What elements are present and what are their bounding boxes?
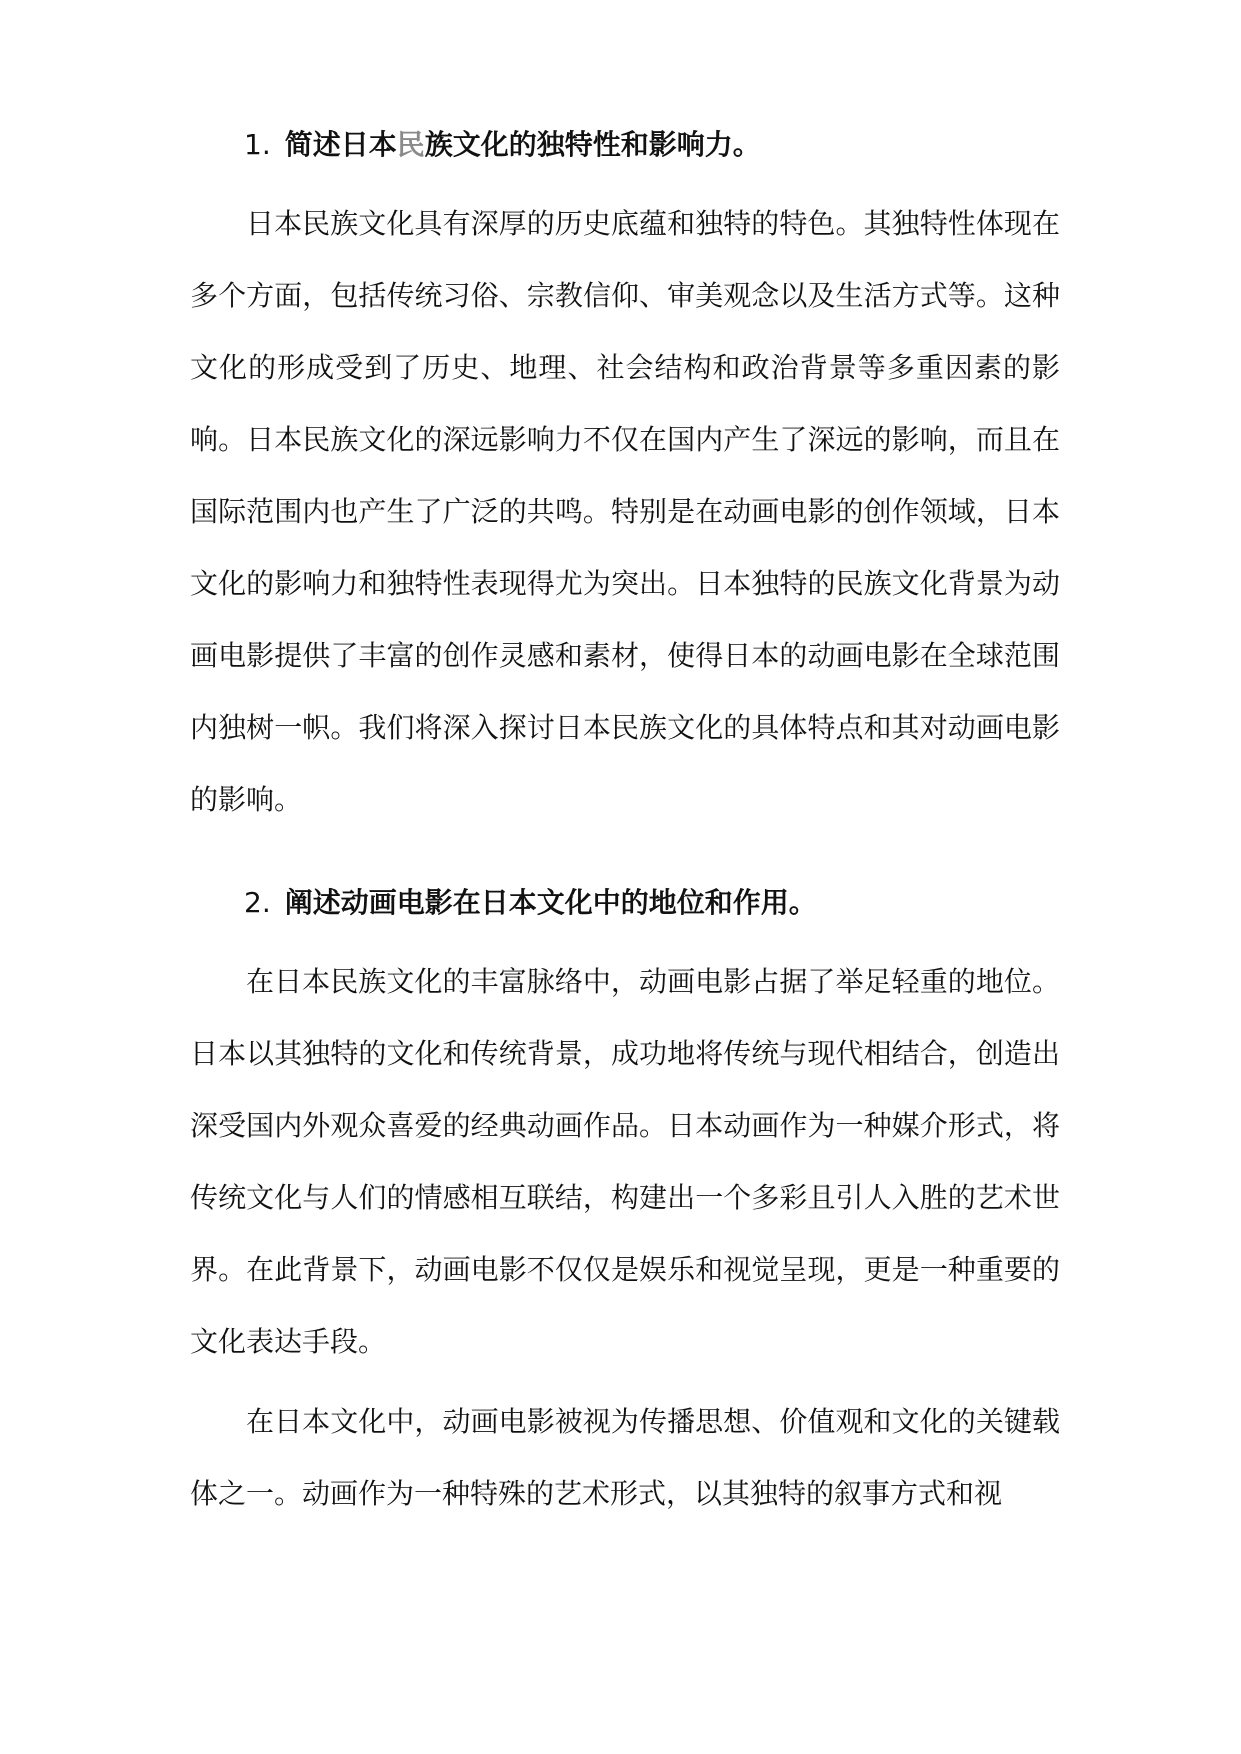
section-2-paragraph-1: 在日本民族文化的丰富脉络中，动画电影占据了举足轻重的地位。日本以其独特的文化和传统背景，成功地将传统与现代相结合，创造出深受国内外观众喜爱的经典动画作品。日本动画作为一种媒介形式，将传统文化与人们的情感相互联结，构建出一个多彩且引人入胜的艺术世界。在此背景下，动画电影不仅仅是娱乐和视觉呈现，更是一种重要的文化表达手段。 <box>190 965 1060 1358</box>
section-1-title-highlight: 民 <box>396 128 425 161</box>
section-2-paragraph-2: 在日本文化中，动画电影被视为传播思想、价值观和文化的关键载体之一。动画作为一种特殊的艺术形式，以其独特的叙事方式和视 <box>190 1405 1060 1510</box>
section-1-title-end: 族文化的独特性和影响力。 <box>424 128 761 161</box>
section-2-title: 阐述动画电影在日本文化中的地位和作用。 <box>284 886 817 919</box>
spacer <box>190 836 1060 878</box>
spacer <box>190 1378 1060 1386</box>
spacer <box>190 928 1060 946</box>
section-1-number: 1. <box>244 128 271 161</box>
spacer <box>190 170 1060 188</box>
section-2-heading <box>190 878 1060 928</box>
section-1-heading <box>190 120 1060 170</box>
document-body <box>190 120 1060 1530</box>
section-1-paragraph: 日本民族文化具有深厚的历史底蕴和独特的特色。其独特性体现在多个方面，包括传统习俗、宗教信仰、审美观念以及生活方式等。这种文化的形成受到了历史、地理、社会结构和政治背景等多重因素的影响。日本民族文化的深远影响力不仅在国内产生了深远的影响，而且在国际范围内也产生了广泛的共鸣。特别是在动画电影的创作领域，日本文化的影响力和独特性表现得尤为突出。日本独特的民族文化背景为动画电影提供了丰富的创作灵感和素材，使得日本的动画电影在全球范围内独树一帜。我们将深入探讨日本民族文化的具体特点和其对动画电影的影响。 <box>190 207 1060 816</box>
section-2-number: 2. <box>244 886 271 919</box>
section-1-title-start: 简述日本 <box>284 128 397 161</box>
